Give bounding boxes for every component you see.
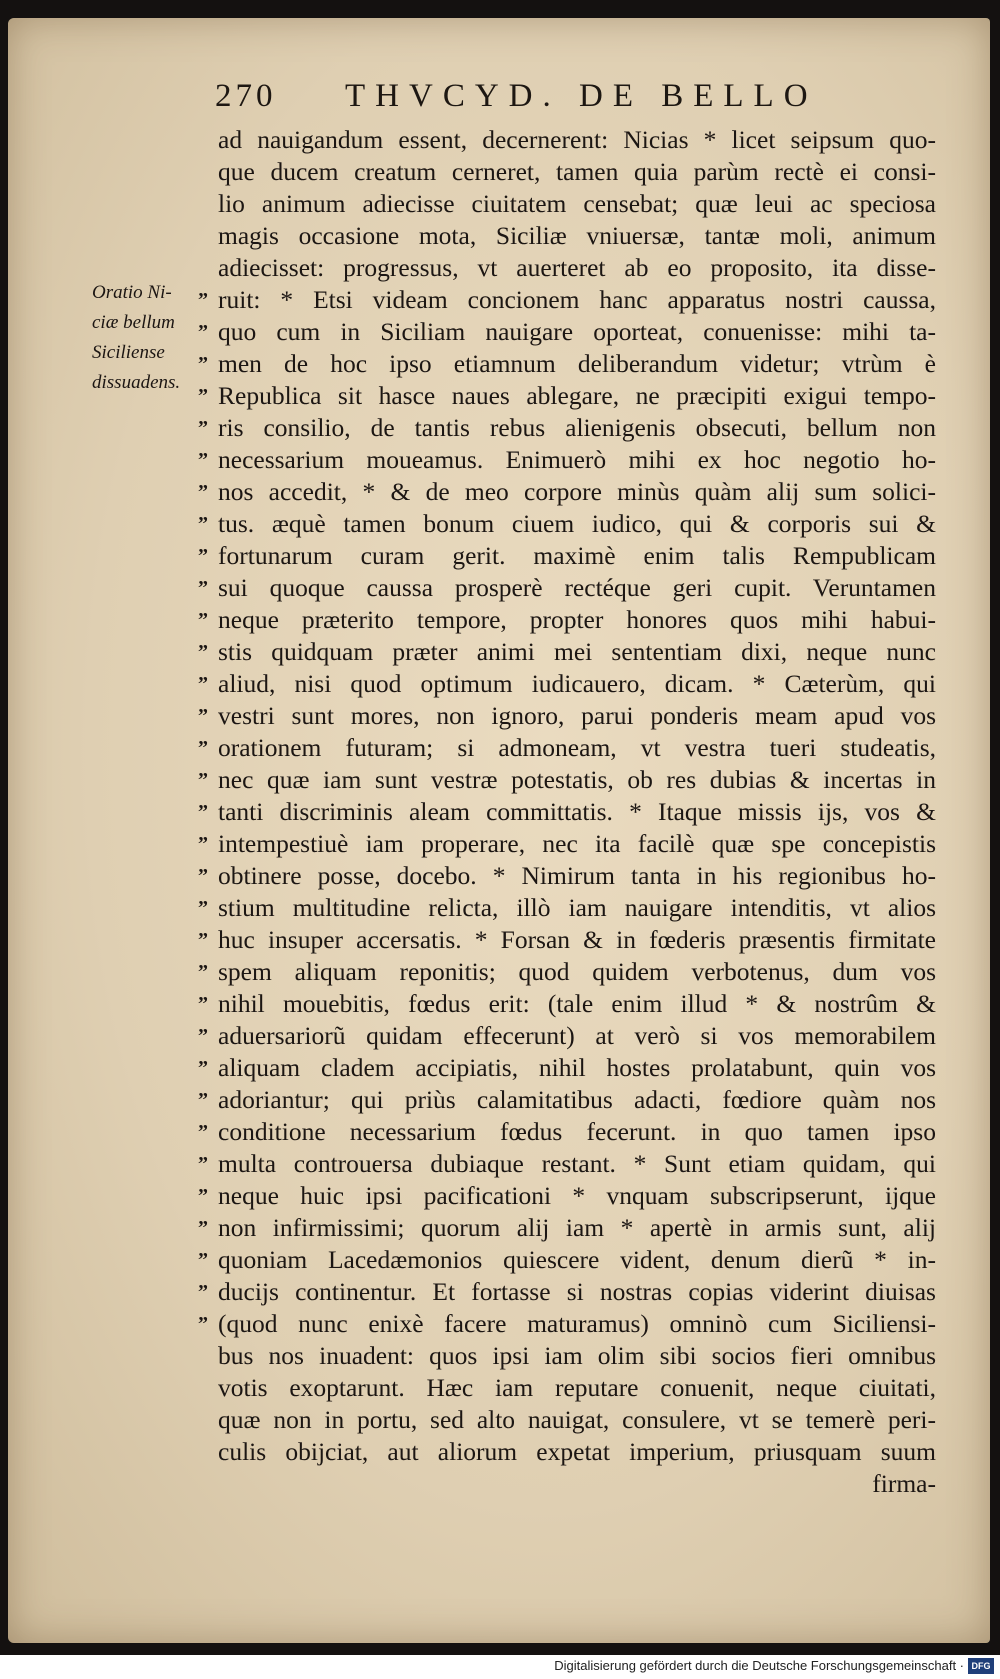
text-line: fortunarum curam gerit. maximè enim talis Rempublicam [218,541,936,570]
text-line: non infirmissimi; quorum alij iam * apertè in armis sunt, alij [218,1213,936,1242]
text-line: votis exoptarunt. Hæc iam reputare conuenit, neque ciuitati, [218,1373,936,1402]
text-line: vestri sunt mores, non ignoro, parui ponderis meam apud vos [218,701,936,730]
running-header [215,78,855,118]
quotation-mark: ” [198,673,208,695]
marginal-note [92,278,192,398]
quotation-mark: ” [198,321,208,343]
marginal-note-line: ciæ bellum [92,312,175,333]
text-line: men de hoc ipso etiamnum deliberandum videtur; vtrùm è [218,349,936,378]
quotation-marks-column [190,284,216,1340]
text-line: stium multitudine relicta, illò iam nauigare intenditis, vt alios [218,893,936,922]
text-line: aliquam cladem accipiatis, nihil hostes prolatabunt, quin vos [218,1053,936,1082]
quotation-mark: ” [198,1089,208,1111]
text-line: nec quæ iam sunt vestræ potestatis, ob res dubias & incertas in [218,765,936,794]
catchword: firma- [872,1469,936,1498]
quotation-mark: ” [198,289,208,311]
text-line: quo cum in Siciliam nauigare oporteat, conuenisse: mihi ta- [218,317,936,346]
text-line: sui quoque caussa prosperè rectéque geri cupit. Veruntamen [218,573,936,602]
quotation-mark: ” [198,961,208,983]
page-number: 270 [215,78,277,114]
text-line: lio animum adiecisse ciuitatem censebat; quæ leui ac speciosa [218,189,936,218]
quotation-mark: ” [198,833,208,855]
text-line: necessarium moueamus. Enimuerò mihi ex hoc negotio ho- [218,445,936,474]
text-line: stis quidquam præter animi mei sententiam dixi, neque nunc [218,637,936,666]
text-line: ducijs continentur. Et fortasse si nostras copias viderint diuisas [218,1277,936,1306]
text-line: obtinere posse, docebo. * Nimirum tanta in his regionibus ho- [218,861,936,890]
text-line: neque præterito tempore, propter honores quos mihi habui- [218,605,936,634]
text-line: Republica sit hasce naues ablegare, ne præcipiti exigui tempo- [218,381,936,410]
quotation-mark: ” [198,577,208,599]
quotation-mark: ” [198,609,208,631]
text-line: tus. æquè tamen bonum ciuem iudico, qui & corporis sui & [218,509,936,538]
quotation-mark: ” [198,1217,208,1239]
footer-credit: Digitalisierung gefördert durch die Deutsche Forschungsgemeinschaft · [554,1658,964,1673]
quotation-mark: ” [198,897,208,919]
quotation-mark: ” [198,769,208,791]
marginal-note-line: Siciliense [92,342,165,363]
quotation-mark: ” [198,545,208,567]
dfg-logo-icon: DFG [968,1658,994,1674]
quotation-mark: ” [198,385,208,407]
quotation-mark: ” [198,865,208,887]
text-line: ad nauigandum essent, decernerent: Nicias * licet seipsum quo- [218,125,936,154]
text-line: intempestiuè iam properare, nec ita facilè quæ spe concepistis [218,829,936,858]
text-line: bus nos inuadent: quos ipsi iam olim sibi socios fieri omnibus [218,1341,936,1370]
text-line: quæ non in portu, sed alto nauigat, consulere, vt se temerè peri- [218,1405,936,1434]
text-line: neque huic ipsi pacificationi * vnquam subscripserunt, ijque [218,1181,936,1210]
quotation-mark: ” [198,1281,208,1303]
quotation-mark: ” [198,1153,208,1175]
quotation-mark: ” [198,1025,208,1047]
digitization-footer [0,1655,1000,1679]
quotation-mark: ” [198,1249,208,1271]
text-line: nos accedit, * & de meo corpore minùs quàm alij sum solici- [218,477,936,506]
text-line: ruit: * Etsi videam concionem hanc apparatus nostri caussa, [218,285,936,314]
text-line: que ducem creatum cerneret, tamen quia parùm rectè ei consi- [218,157,936,186]
text-line: aliud, nisi quod optimum iudicauero, dicam. * Cæterùm, qui [218,669,936,698]
quotation-mark: ” [198,1313,208,1335]
text-line: huc insuper accersatis. * Forsan & in fœderis præsentis firmitate [218,925,936,954]
text-line: conditione necessarium fœdus fecerunt. in quo tamen ipso [218,1117,936,1146]
quotation-mark: ” [198,417,208,439]
text-line: adoriantur; qui priùs calamitatibus adacti, fœdiore quàm nos [218,1085,936,1114]
text-line: tanti discriminis aleam committatis. * Itaque missis ijs, vos & [218,797,936,826]
marginal-note-line: dissuadens. [92,372,181,393]
quotation-mark: ” [198,481,208,503]
quotation-mark: ” [198,1185,208,1207]
text-line: quoniam Lacedæmonios quiescere vident, denum dierũ * in- [218,1245,936,1274]
text-line: culis obijciat, aut aliorum expetat imperium, priusquam suum [218,1437,936,1466]
quotation-mark: ” [198,737,208,759]
text-line: adiecisset: progressus, vt auerteret ab eo proposito, ita disse- [218,253,936,282]
quotation-mark: ” [198,513,208,535]
quotation-mark: ” [198,1057,208,1079]
body-text [218,124,936,1500]
running-title: THVCYD. DE BELLO [345,78,818,114]
text-line: spem aliquam reponitis; quod quidem verbotenus, dum vos [218,957,936,986]
quotation-mark: ” [198,1121,208,1143]
text-line: aduersariorũ quidam effecerunt) at verò si vos memorabilem [218,1021,936,1050]
quotation-mark: ” [198,641,208,663]
quotation-mark: ” [198,801,208,823]
quotation-mark: ” [198,449,208,471]
marginal-note-line: Oratio Ni- [92,282,172,303]
quotation-mark: ” [198,353,208,375]
text-line: orationem futuram; si admoneam, vt vestra tueri studeatis, [218,733,936,762]
quotation-mark: ” [198,929,208,951]
text-line: magis occasione mota, Siciliæ vniuersæ, tantæ moli, animum [218,221,936,250]
text-line: nihil mouebitis, fœdus erit: (tale enim illud * & nostrûm & [218,989,936,1018]
text-line: (quod nunc enixè facere maturamus) omninò cum Siciliensi- [218,1309,936,1338]
text-line: multa controuersa dubiaque restant. * Sunt etiam quidam, qui [218,1149,936,1178]
quotation-mark: ” [198,993,208,1015]
quotation-mark: ” [198,705,208,727]
text-line: ris consilio, de tantis rebus alienigenis obsecuti, bellum non [218,413,936,442]
